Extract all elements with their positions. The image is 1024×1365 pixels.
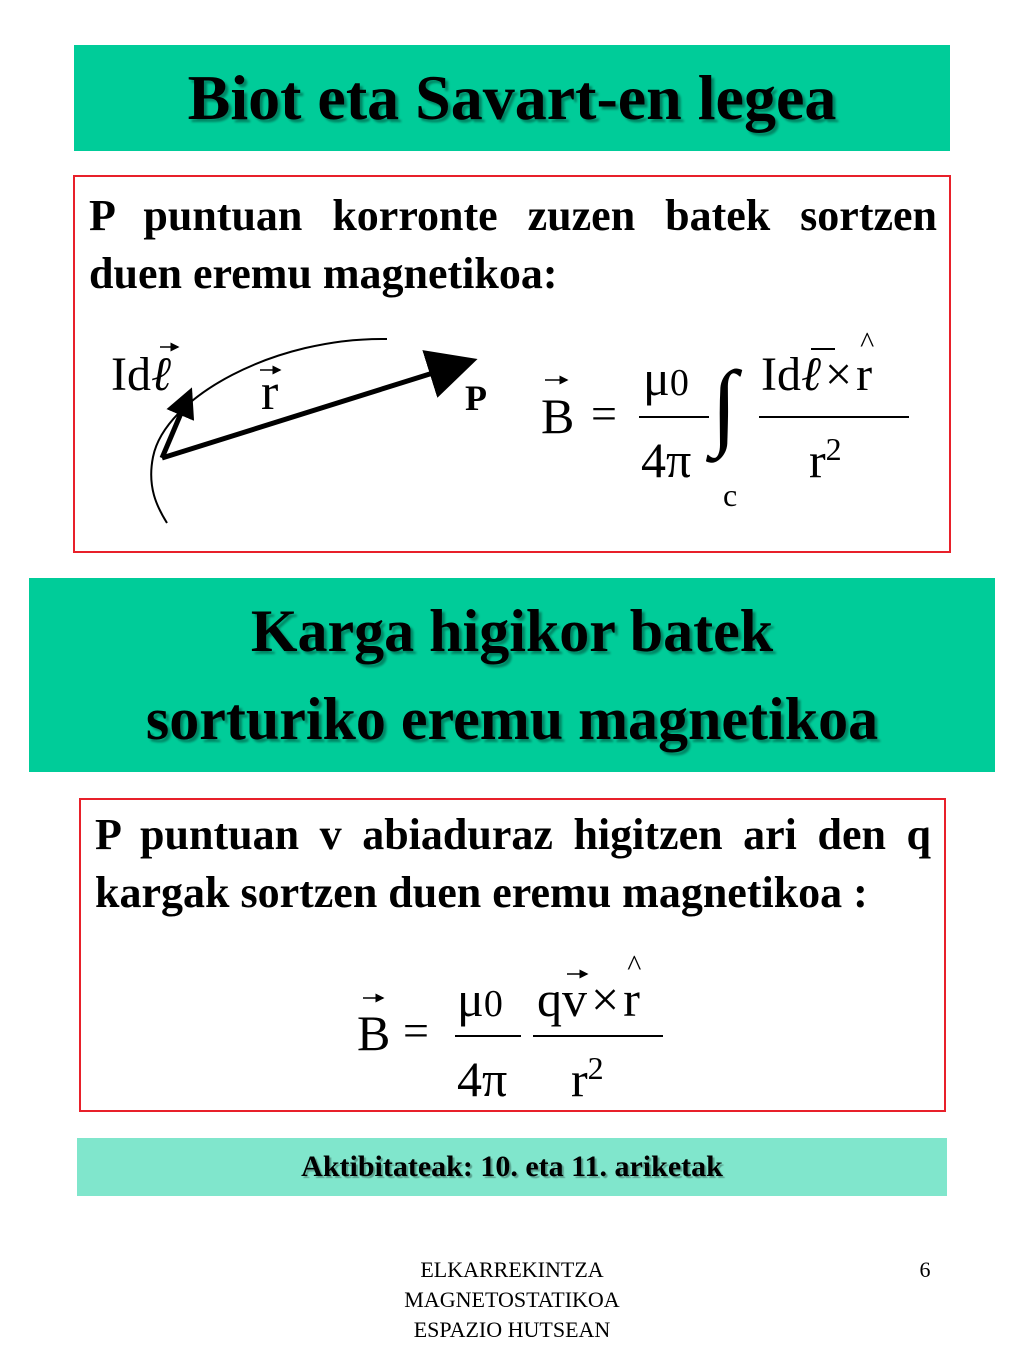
diagram-r-label: r (261, 364, 279, 421)
biot-savart-formula (75, 177, 951, 553)
diagram-point-label: P (465, 378, 487, 418)
integral-sign: ∫ (711, 351, 738, 458)
formula2-mu: μ0 (457, 971, 503, 1027)
formula2-B: B (357, 1005, 391, 1061)
footer-title (362, 1255, 662, 1345)
activities-text: Aktibitateak: 10. eta 11. ariketak (301, 1150, 723, 1183)
section2-title-line2: sorturiko eremu magnetikoa (145, 686, 879, 752)
section2-title-bar (29, 578, 995, 772)
activities-bar (77, 1138, 947, 1196)
section1-box (73, 175, 951, 553)
section1-description: P puntuan korronte zuzen batek sortzen duen eremu magnetikoa: (89, 191, 937, 298)
formula1-4pi: 4π (641, 432, 692, 488)
footer-line1: ELKARREKINTZA (420, 1257, 604, 1282)
footer-line2: MAGNETOSTATIKOA (404, 1287, 620, 1312)
section1-title-bar (74, 45, 950, 151)
formula2-denominator: $r^2$ (571, 1050, 604, 1108)
formula1-denominator: $r^2$ (809, 431, 842, 489)
section2-description: P puntuan v abiaduraz higitzen ari den q kargak sortzen duen eremu magnetikoa : (95, 810, 931, 917)
section1-title: Biot eta Savart-en legea (187, 62, 837, 133)
formula2-equals: = (403, 1005, 429, 1056)
footer-line3: ESPAZIO HUTSEAN (413, 1317, 611, 1342)
integral-contour: c (723, 477, 738, 513)
diagram-current-label: Idℓ (111, 348, 171, 401)
formula1-equals: = (591, 388, 617, 439)
section2-title-line1: Karga higikor batek (250, 598, 774, 664)
formula1-mu: μ0 (643, 350, 689, 406)
formula2-numerator: qv×r ^ (537, 949, 642, 1027)
formula1-numerator: Idℓ×r ^ (761, 326, 875, 401)
section2-box (79, 798, 946, 1112)
formula2-4pi: 4π (457, 1051, 508, 1107)
formula2-lines (81, 800, 946, 1112)
formula1-B: B (541, 388, 575, 444)
page-number: 6 (919, 1257, 931, 1282)
